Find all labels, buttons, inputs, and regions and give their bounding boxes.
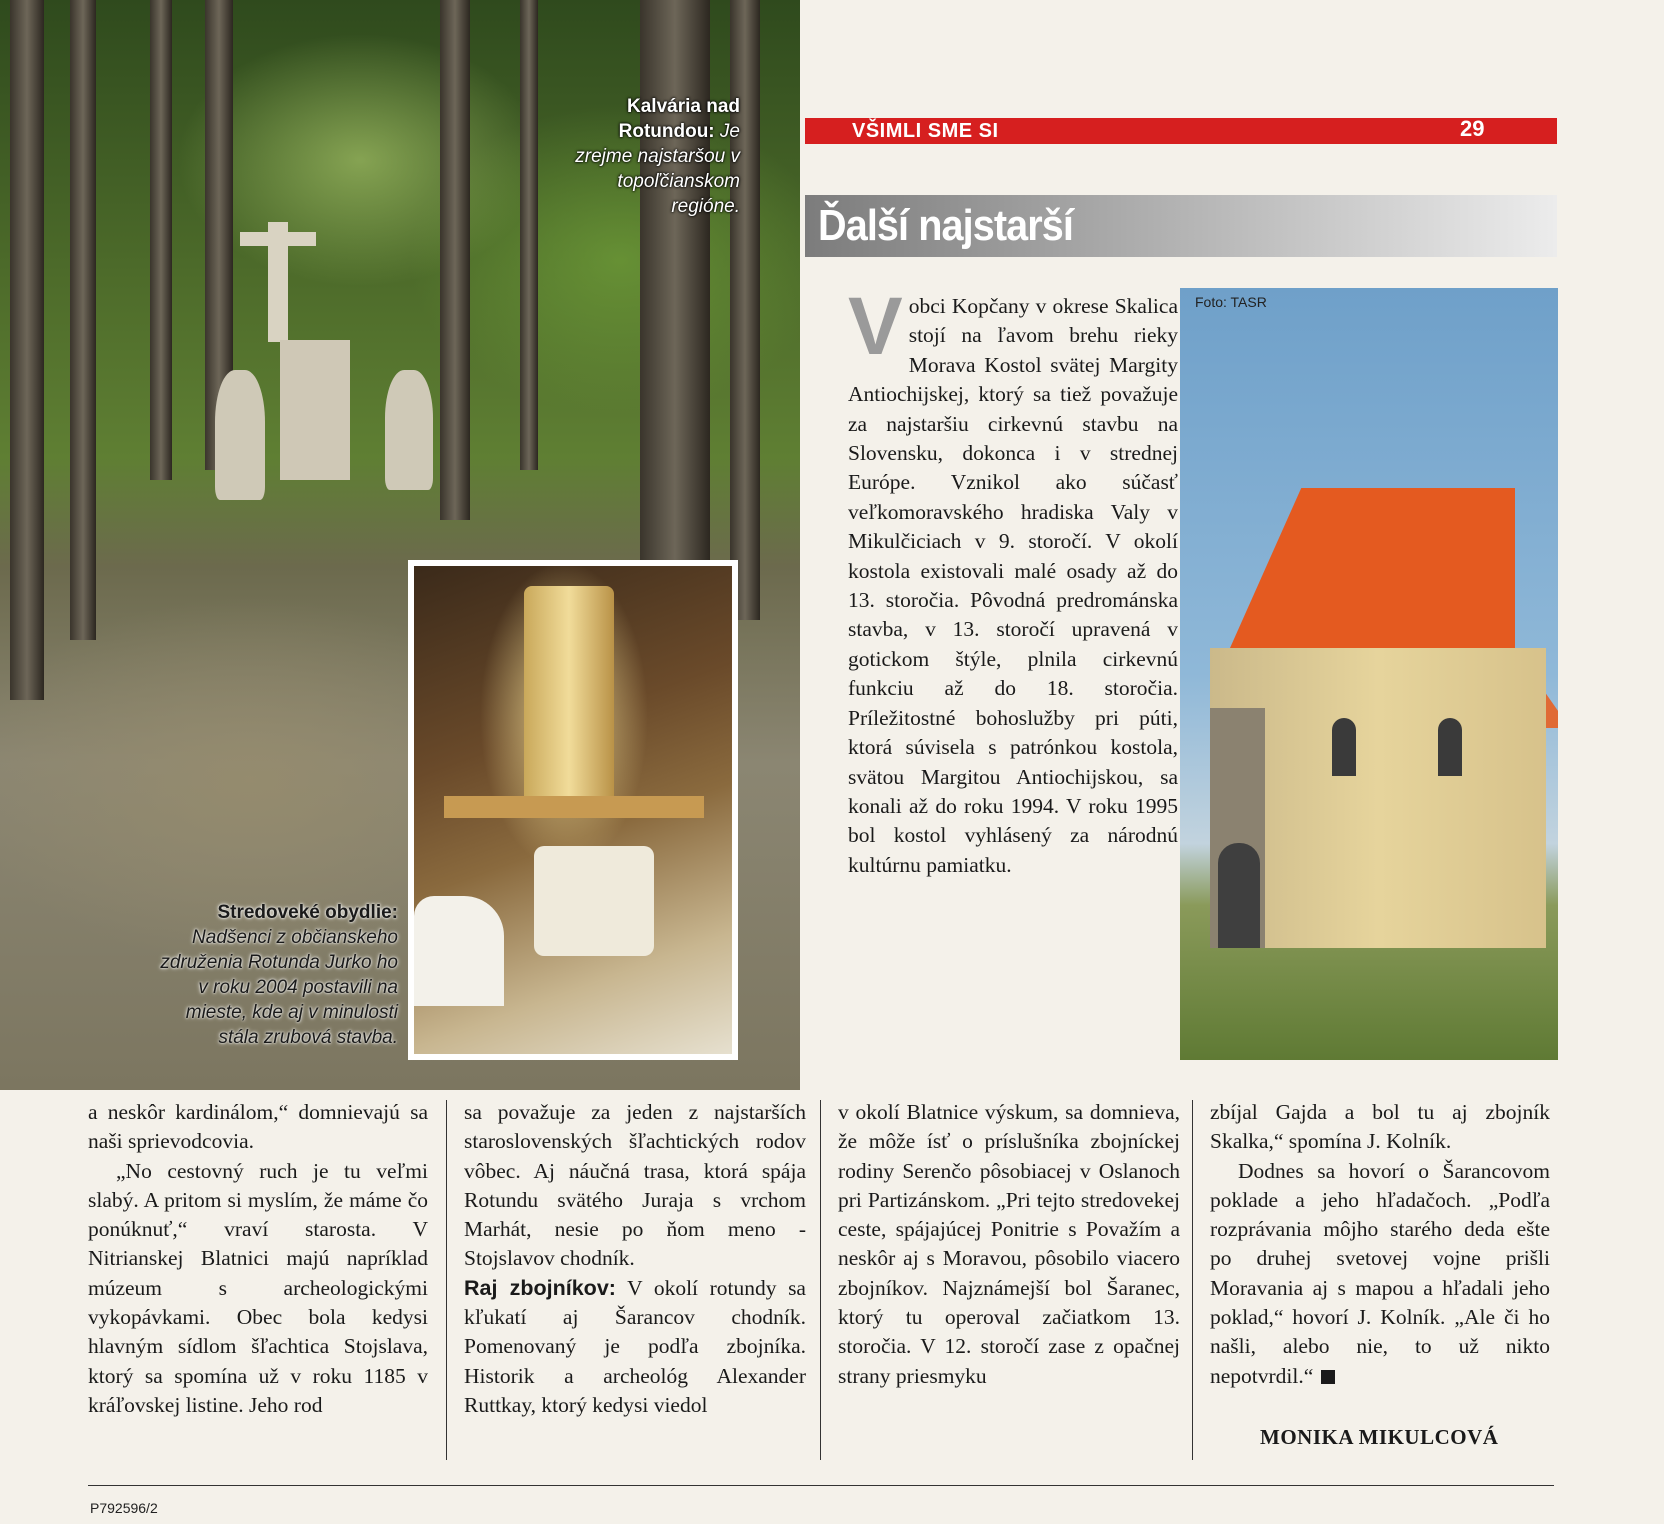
caption-kalvaria — [560, 94, 740, 219]
statue-left — [215, 370, 265, 500]
page-number: 29 — [1460, 116, 1485, 141]
white-cloth — [414, 896, 504, 1006]
column-2 — [464, 1098, 806, 1420]
church-roof — [1230, 488, 1515, 648]
paragraph — [464, 1274, 806, 1420]
end-mark-icon — [1321, 1370, 1335, 1384]
column-rule — [1192, 1100, 1193, 1460]
footer-code: P792596/2 — [90, 1500, 158, 1516]
paragraph: sa považuje za jeden z najstarších staroslovenských šľachtických rodov vôbec. Aj náučná trasa, ktorá spája Rotundu svätého Juraja s vrchom Marhát, nesie po ňom meno - Stojslavov chodník. — [464, 1100, 806, 1271]
calvary-pedestal — [280, 340, 350, 480]
footer-rule — [88, 1485, 1554, 1486]
caption-stredoveke-title: Stredoveké obydlie: — [217, 902, 398, 923]
story-text — [848, 281, 1178, 880]
author-byline: MONIKA MIKULCOVÁ — [1260, 1425, 1499, 1449]
article-headline: Ďalší najstarší — [818, 201, 1074, 250]
church-window-left — [1332, 718, 1356, 776]
caption-stredoveke — [150, 900, 398, 1050]
paragraph: „No cestovný ruch je tu veľmi slabý. A pritom si myslím, že máme čo ponúknuť,“ vraví starosta. V Nitrianskej Blatnici majú napríklad múzeum s archeologickými vykopávkami. Obec bola kedysi hlavným sídlom šľachtica Stojslava, ktorý sa spomína už v roku 1185 v kráľovskej listine. Jeho rod — [88, 1158, 428, 1417]
calvary-cross-bar — [240, 232, 316, 246]
caption-kalvaria-text: Je zrejme najstaršou v topoľčianskom regióne. — [575, 121, 740, 217]
church-photo — [1180, 288, 1558, 1060]
church-window-right — [1438, 718, 1462, 776]
column-1 — [88, 1098, 428, 1420]
column-rule — [446, 1100, 447, 1460]
caption-kalvaria-title: Kalvária nad Rotundou: — [618, 96, 740, 142]
chimney — [524, 586, 614, 816]
story-body: obci Kopčany v okrese Skalica stojí na ľavom brehu rieky Morava Kostol svätej Margity Antiochijskej, ktorý sa tiež považuje za najstaršiu cirkevnú stavbu na Slovensku, dokonca i v strednej Európe. Vznikol ako súčasť veľkomoravského hradiska Valy v Mikulčiciach v 9. storočí. V okolí kostola existovali malé osady až do 13. storočia. Pôvodná predrománska stavba, v 13. storočí upravená v gotickom štýle, plnila cirkevnú funkciu až do 18. storočia. Príležitostné bohoslužby pri púti, ktorá súvisela s patrónkou kostola, svätou Margitou Antiochijskou, sa konali až do roku 1994. V roku 1995 bol kostol vyhlásený za národnú kultúrnu pamiatku. — [848, 294, 1178, 877]
caption-stredoveke-text: Nadšenci z občianskeho združenia Rotunda Jurko ho v roku 2004 postavili na mieste, kde aj v minulosti stála zrubová stavba. — [160, 927, 398, 1048]
paragraph-text: V okolí rotundy sa kľukatí aj Šarancov chodník. Pomenovaný je podľa zbojníka. Historik a archeológ Alexander Ruttkay, ktorý kedysi viedol — [464, 1275, 806, 1417]
paragraph: v okolí Blatnice výskum, sa domnieva, že môže ísť o príslušníka zbojníckej rodiny Serenčo pôsobiacej v Oslanoch pri Partizánskom. „Pri tejto stredovekej ceste, spájajúcej Ponitrie s Považím a neskôr aj s Moravou, pôsobilo viacero zbojníkov. Najznámejší bol Šaranec, ktorý tu operoval začiatkom 13. storočia. V 12. storočí zase z opačnej strany priesmyku — [838, 1100, 1180, 1388]
church-door — [1218, 843, 1260, 948]
paragraph: zbíjal Gajda a bol tu aj zbojník Skalka,“ spomína J. Kolník. — [1210, 1100, 1550, 1154]
wooden-shelf — [444, 796, 704, 818]
cabin-interior-photo — [408, 560, 738, 1060]
paragraph-text: Dodnes sa hovorí o Šarancovom poklade a jeho hľadačoch. „Podľa rozprávania môjho starého deda ešte po druhej svetovej vojne prišli Moravania aj s mapou a hľadali jeho poklad,“ hovorí J. Kolník. „Ale či ho našli, alebo nie, to už nikto nepotvrdil.“ — [1210, 1158, 1550, 1388]
paragraph: a neskôr kardinálom,“ domnievajú sa naši sprievodcovia. — [88, 1100, 428, 1154]
subheading-raj-zbojnikov: Raj zbojníkov: — [464, 1275, 616, 1300]
statue-right — [385, 370, 433, 490]
column-rule — [820, 1100, 821, 1460]
clay-oven — [534, 846, 654, 956]
paragraph — [1210, 1157, 1550, 1391]
section-label: VŠIMLI SME SI — [852, 120, 999, 142]
column-4 — [1210, 1098, 1550, 1391]
drop-cap: V — [848, 281, 903, 372]
photo-credit: Foto: TASR — [1195, 294, 1267, 310]
column-3 — [838, 1098, 1180, 1391]
kalvaria-photo — [0, 0, 800, 1090]
